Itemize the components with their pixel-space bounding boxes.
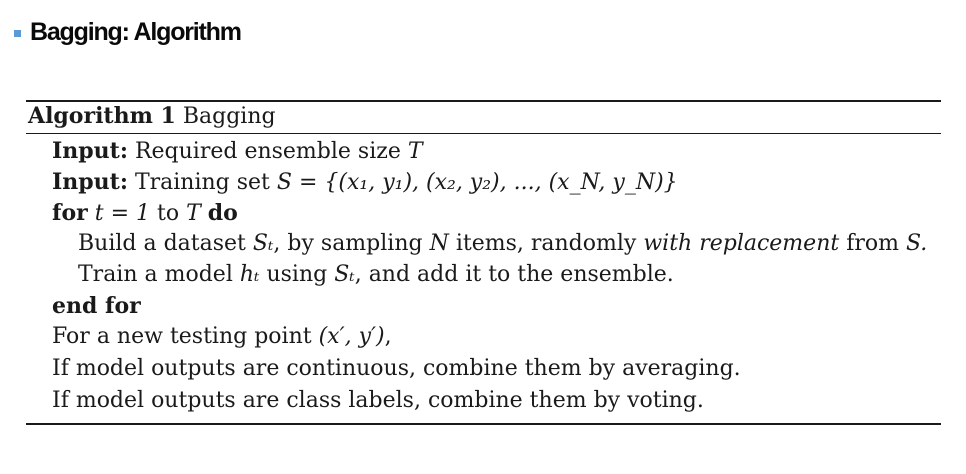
build-dataset-line	[78, 229, 927, 259]
end-for-line	[52, 291, 141, 322]
s-math: S.	[905, 231, 928, 256]
randomly-text: items, randomly	[455, 231, 637, 256]
for-line	[52, 198, 238, 229]
point-math: (x′, y′)	[318, 324, 385, 349]
loop-end-math: T	[186, 201, 201, 226]
input-training-line	[52, 167, 678, 198]
algorithm-label: Algorithm 1	[28, 103, 176, 129]
input-training-text: Training set	[134, 170, 270, 195]
model-math: hₜ	[239, 262, 260, 287]
input-keyword: Input:	[52, 169, 128, 195]
end-for-keyword: end for	[52, 293, 141, 319]
voting-line: If model outputs are class labels, combine them by voting.	[52, 388, 704, 413]
do-keyword: do	[207, 200, 238, 226]
algorithm-header-rule	[26, 133, 941, 134]
input-size-text: Required ensemble size	[134, 139, 401, 164]
n-math: N	[429, 231, 449, 256]
sampling-text: , by sampling	[273, 231, 423, 256]
to-text: to	[157, 201, 180, 226]
training-set-math: S = {(x₁, y₁), (x₂, y₂), ..., (x_N, y_N)}	[276, 170, 678, 195]
loop-start-math: t = 1	[94, 201, 150, 226]
input-size-math: T	[407, 139, 423, 164]
slide-title: Bagging: Algorithm	[30, 18, 241, 46]
for-keyword: for	[52, 200, 88, 226]
averaging-line: If model outputs are continuous, combine them by averaging.	[52, 356, 741, 381]
title-bullet	[14, 30, 21, 37]
from-text: from	[846, 231, 899, 256]
add-text: , and add it to the ensemble.	[354, 262, 674, 287]
build-text: Build a dataset	[78, 231, 246, 256]
train-model-line	[78, 260, 674, 290]
algorithm-name: Bagging	[182, 104, 276, 129]
dataset-math: Sₜ	[334, 262, 355, 287]
algorithm-header	[28, 103, 276, 129]
testing-text: For a new testing point	[52, 324, 312, 349]
algorithm-top-rule	[26, 100, 941, 102]
algorithm-bottom-rule	[26, 423, 941, 425]
comma-text: ,	[384, 324, 392, 349]
testing-point-line	[52, 322, 392, 352]
replacement-emphasis: with replacement	[643, 231, 840, 256]
dataset-math: Sₜ	[252, 231, 274, 256]
train-text: Train a model	[78, 262, 233, 287]
input-keyword: Input:	[52, 138, 128, 164]
input-size-line	[52, 136, 423, 167]
using-text: using	[266, 262, 328, 287]
